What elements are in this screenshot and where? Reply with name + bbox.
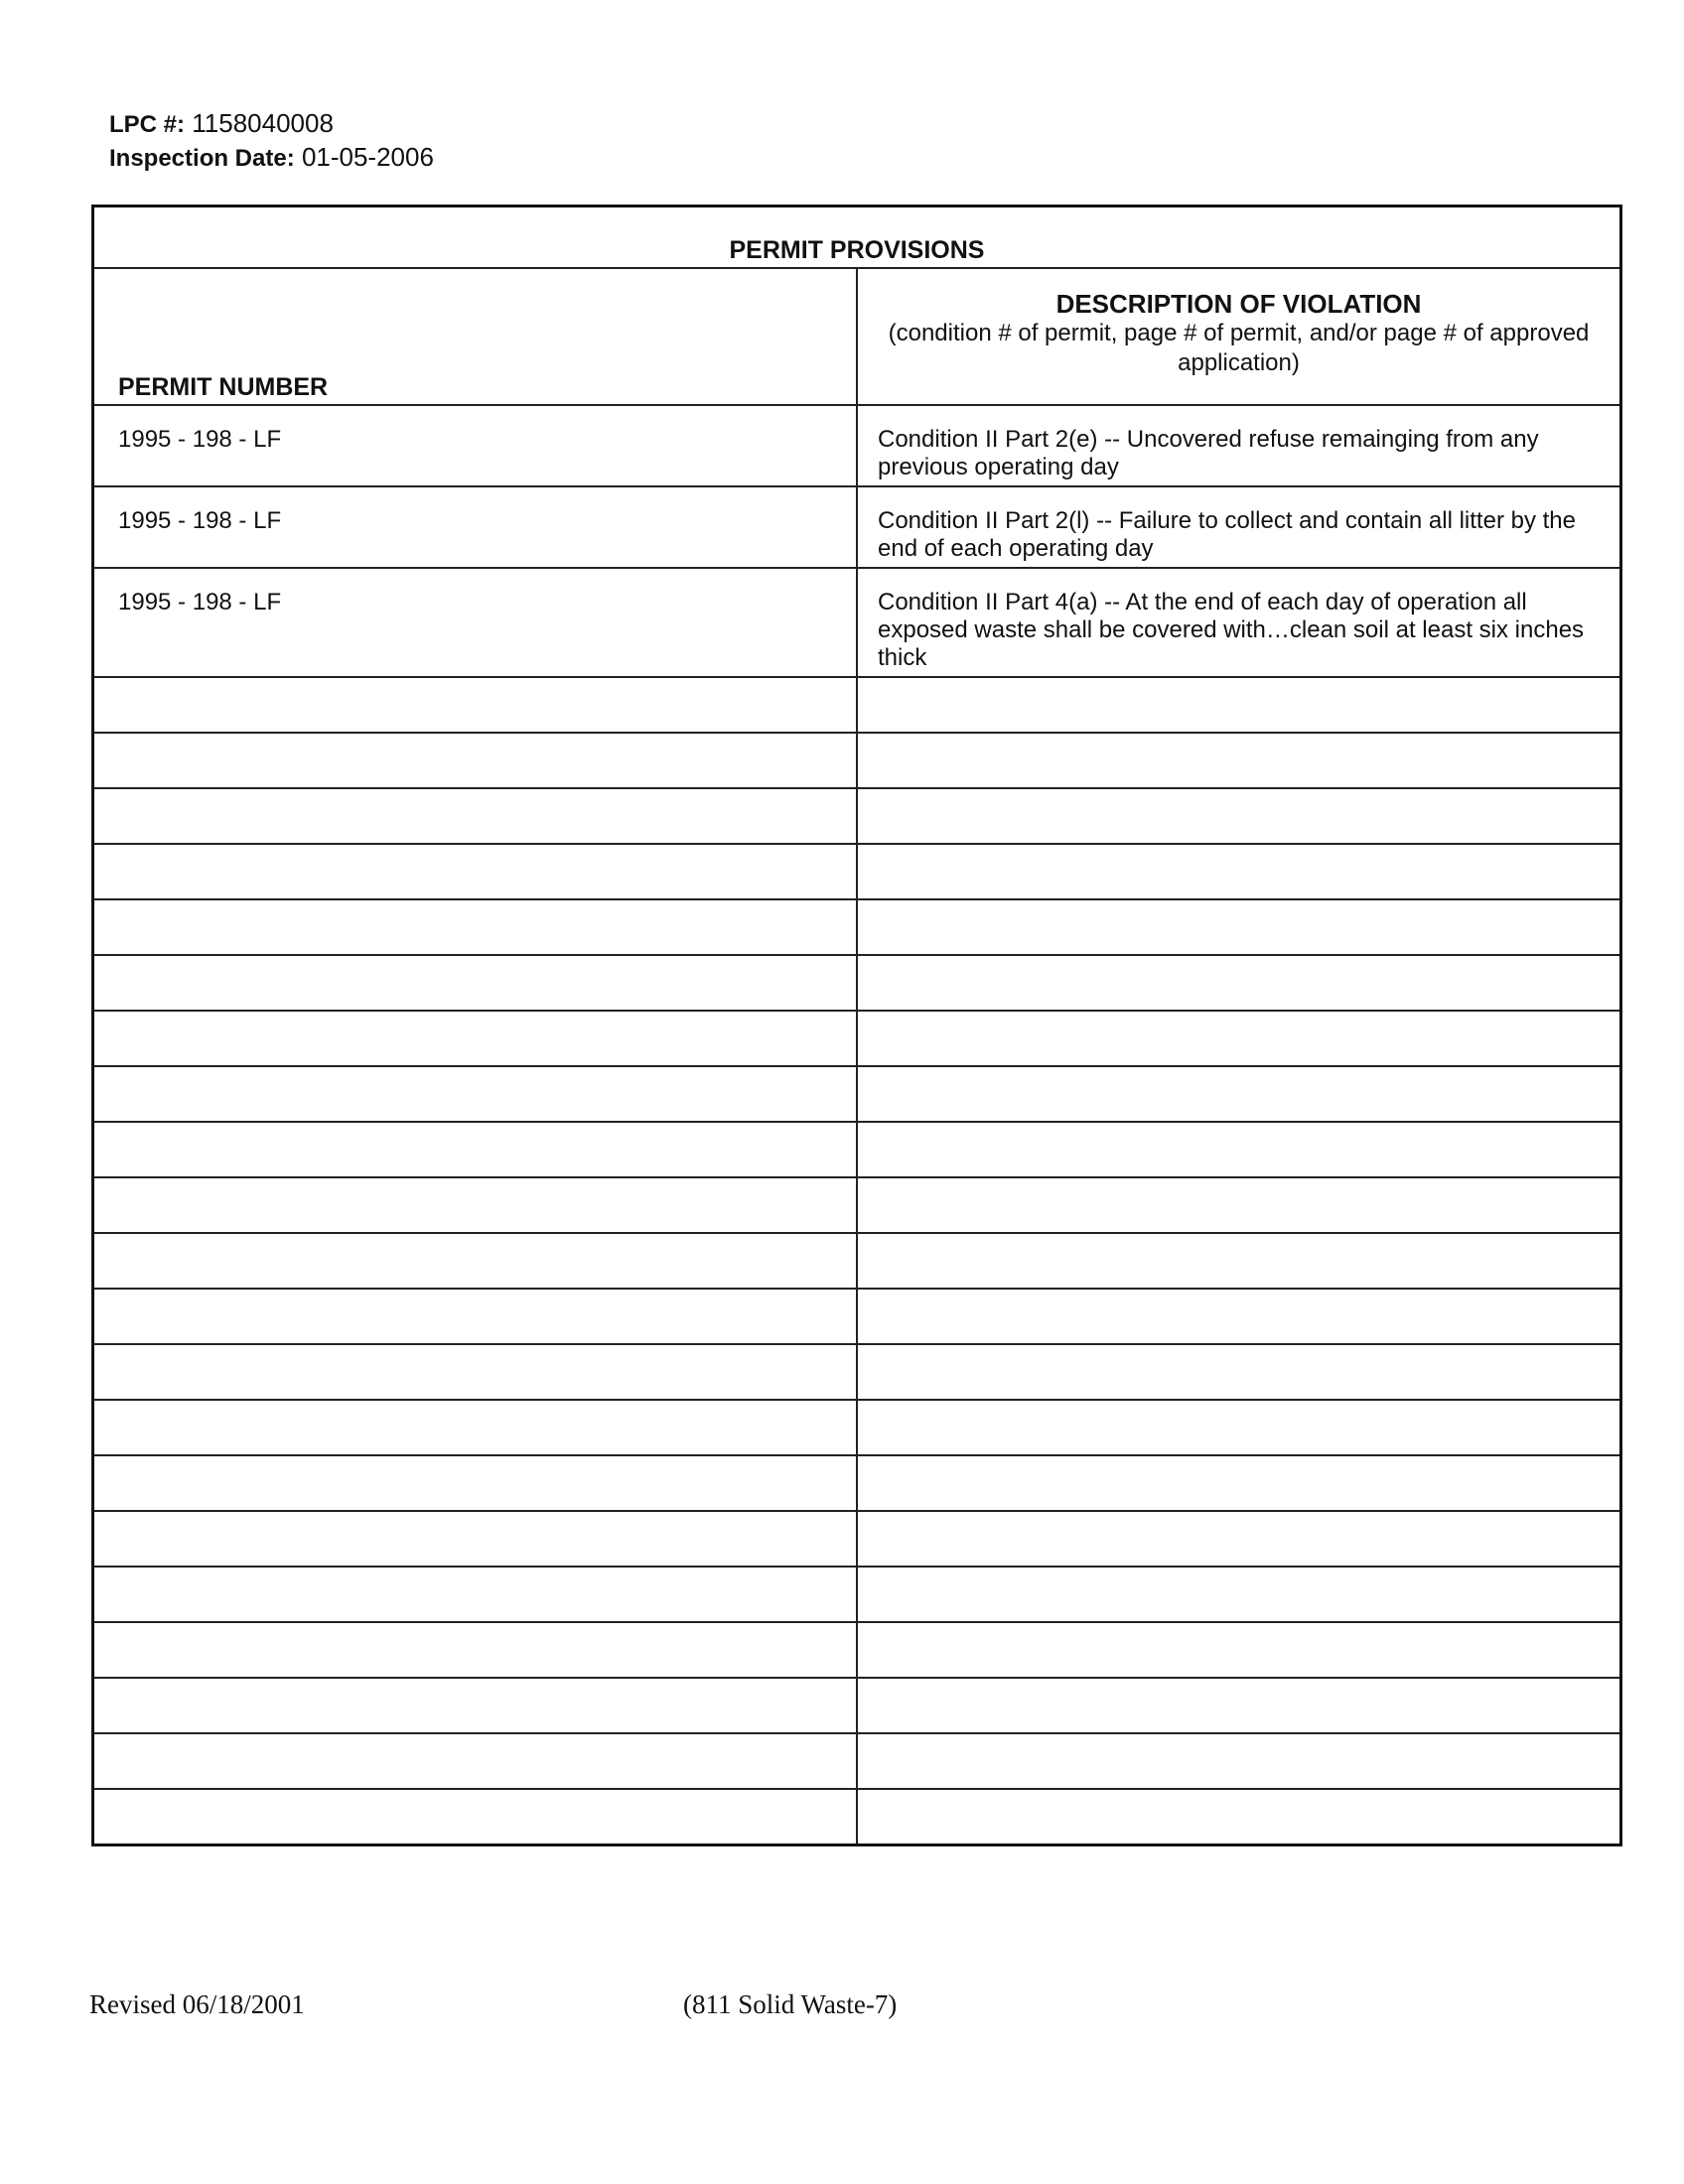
empty-table-row xyxy=(93,1455,1621,1511)
empty-cell xyxy=(857,1177,1621,1233)
permit-number-cell: 1995 - 198 - LF xyxy=(93,405,858,486)
empty-cell xyxy=(857,1066,1621,1122)
description-header-title: DESCRIPTION OF VIOLATION xyxy=(1055,289,1422,319)
empty-cell xyxy=(857,1455,1621,1511)
empty-cell xyxy=(857,955,1621,1011)
empty-cell xyxy=(93,1733,858,1789)
empty-table-row xyxy=(93,1066,1621,1122)
empty-table-row xyxy=(93,788,1621,844)
empty-cell xyxy=(93,677,858,733)
table-header-row xyxy=(93,268,1621,405)
description-header-subtitle: (condition # of permit, page # of permit, and/or page # of approved application) xyxy=(888,320,1590,376)
empty-cell xyxy=(857,1789,1621,1845)
empty-cell xyxy=(857,1344,1621,1400)
empty-table-row xyxy=(93,677,1621,733)
empty-cell xyxy=(857,1567,1621,1622)
empty-cell xyxy=(857,1511,1621,1567)
permit-provisions-table xyxy=(91,205,1622,1846)
empty-table-row xyxy=(93,1233,1621,1289)
empty-cell xyxy=(857,733,1621,788)
empty-table-row xyxy=(93,1622,1621,1678)
form-identifier: (811 Solid Waste-7) xyxy=(683,1989,898,2019)
empty-table-row xyxy=(93,1789,1621,1845)
lpc-value: 1158040008 xyxy=(192,108,334,138)
empty-table-row xyxy=(93,733,1621,788)
empty-cell xyxy=(857,1733,1621,1789)
empty-cell xyxy=(93,1789,858,1845)
empty-cell xyxy=(93,1622,858,1678)
violation-description-cell: Condition II Part 2(l) -- Failure to collect and contain all litter by the end of each operating day xyxy=(857,486,1621,568)
lpc-number xyxy=(109,107,434,141)
table-row xyxy=(93,486,1621,568)
empty-cell xyxy=(93,1177,858,1233)
inspection-date xyxy=(109,141,434,175)
empty-cell xyxy=(93,1678,858,1733)
table-row xyxy=(93,568,1621,677)
empty-cell xyxy=(93,1066,858,1122)
empty-cell xyxy=(93,1011,858,1066)
column-header-description xyxy=(857,268,1621,405)
empty-cell xyxy=(93,733,858,788)
revised-date: Revised 06/18/2001 xyxy=(89,1989,305,2019)
column-header-permit-number: PERMIT NUMBER xyxy=(93,268,858,405)
empty-table-row xyxy=(93,1122,1621,1177)
empty-table-row xyxy=(93,1511,1621,1567)
inspection-date-value: 01-05-2006 xyxy=(301,142,434,172)
empty-cell xyxy=(93,788,858,844)
empty-cell xyxy=(93,1511,858,1567)
empty-table-row xyxy=(93,1289,1621,1344)
violation-description-cell: Condition II Part 2(e) -- Uncovered refuse remainging from any previous operating day xyxy=(857,405,1621,486)
empty-table-row xyxy=(93,1567,1621,1622)
table-title: PERMIT PROVISIONS xyxy=(93,206,1621,269)
empty-cell xyxy=(93,1289,858,1344)
empty-cell xyxy=(857,899,1621,955)
empty-table-row xyxy=(93,844,1621,899)
empty-table-row xyxy=(93,899,1621,955)
empty-cell xyxy=(93,1567,858,1622)
empty-table-row xyxy=(93,1344,1621,1400)
empty-cell xyxy=(93,1455,858,1511)
empty-cell xyxy=(857,1233,1621,1289)
empty-cell xyxy=(93,955,858,1011)
empty-cell xyxy=(857,1011,1621,1066)
permit-provisions-table-wrap xyxy=(91,205,1622,1846)
empty-table-row xyxy=(93,1400,1621,1455)
empty-cell xyxy=(857,1122,1621,1177)
empty-cell xyxy=(857,1289,1621,1344)
table-title-row xyxy=(93,206,1621,269)
empty-table-row xyxy=(93,1011,1621,1066)
empty-cell xyxy=(857,1400,1621,1455)
lpc-label: LPC #: xyxy=(109,111,186,138)
empty-cell xyxy=(93,1400,858,1455)
empty-cell xyxy=(857,677,1621,733)
table-row xyxy=(93,405,1621,486)
empty-cell xyxy=(93,1122,858,1177)
empty-table-row xyxy=(93,1177,1621,1233)
empty-table-row xyxy=(93,1733,1621,1789)
empty-table-row xyxy=(93,1678,1621,1733)
empty-cell xyxy=(93,1233,858,1289)
empty-cell xyxy=(93,1344,858,1400)
permit-number-cell: 1995 - 198 - LF xyxy=(93,486,858,568)
empty-cell xyxy=(857,1678,1621,1733)
empty-cell xyxy=(857,1622,1621,1678)
empty-cell xyxy=(857,788,1621,844)
inspection-date-label: Inspection Date: xyxy=(109,145,295,172)
permit-number-cell: 1995 - 198 - LF xyxy=(93,568,858,677)
empty-cell xyxy=(93,899,858,955)
empty-cell xyxy=(93,844,858,899)
violation-description-cell: Condition II Part 4(a) -- At the end of each day of operation all exposed waste shall be covered with…clean soil at least six inches thick xyxy=(857,568,1621,677)
document-header xyxy=(109,107,434,175)
empty-table-row xyxy=(93,955,1621,1011)
empty-cell xyxy=(857,844,1621,899)
